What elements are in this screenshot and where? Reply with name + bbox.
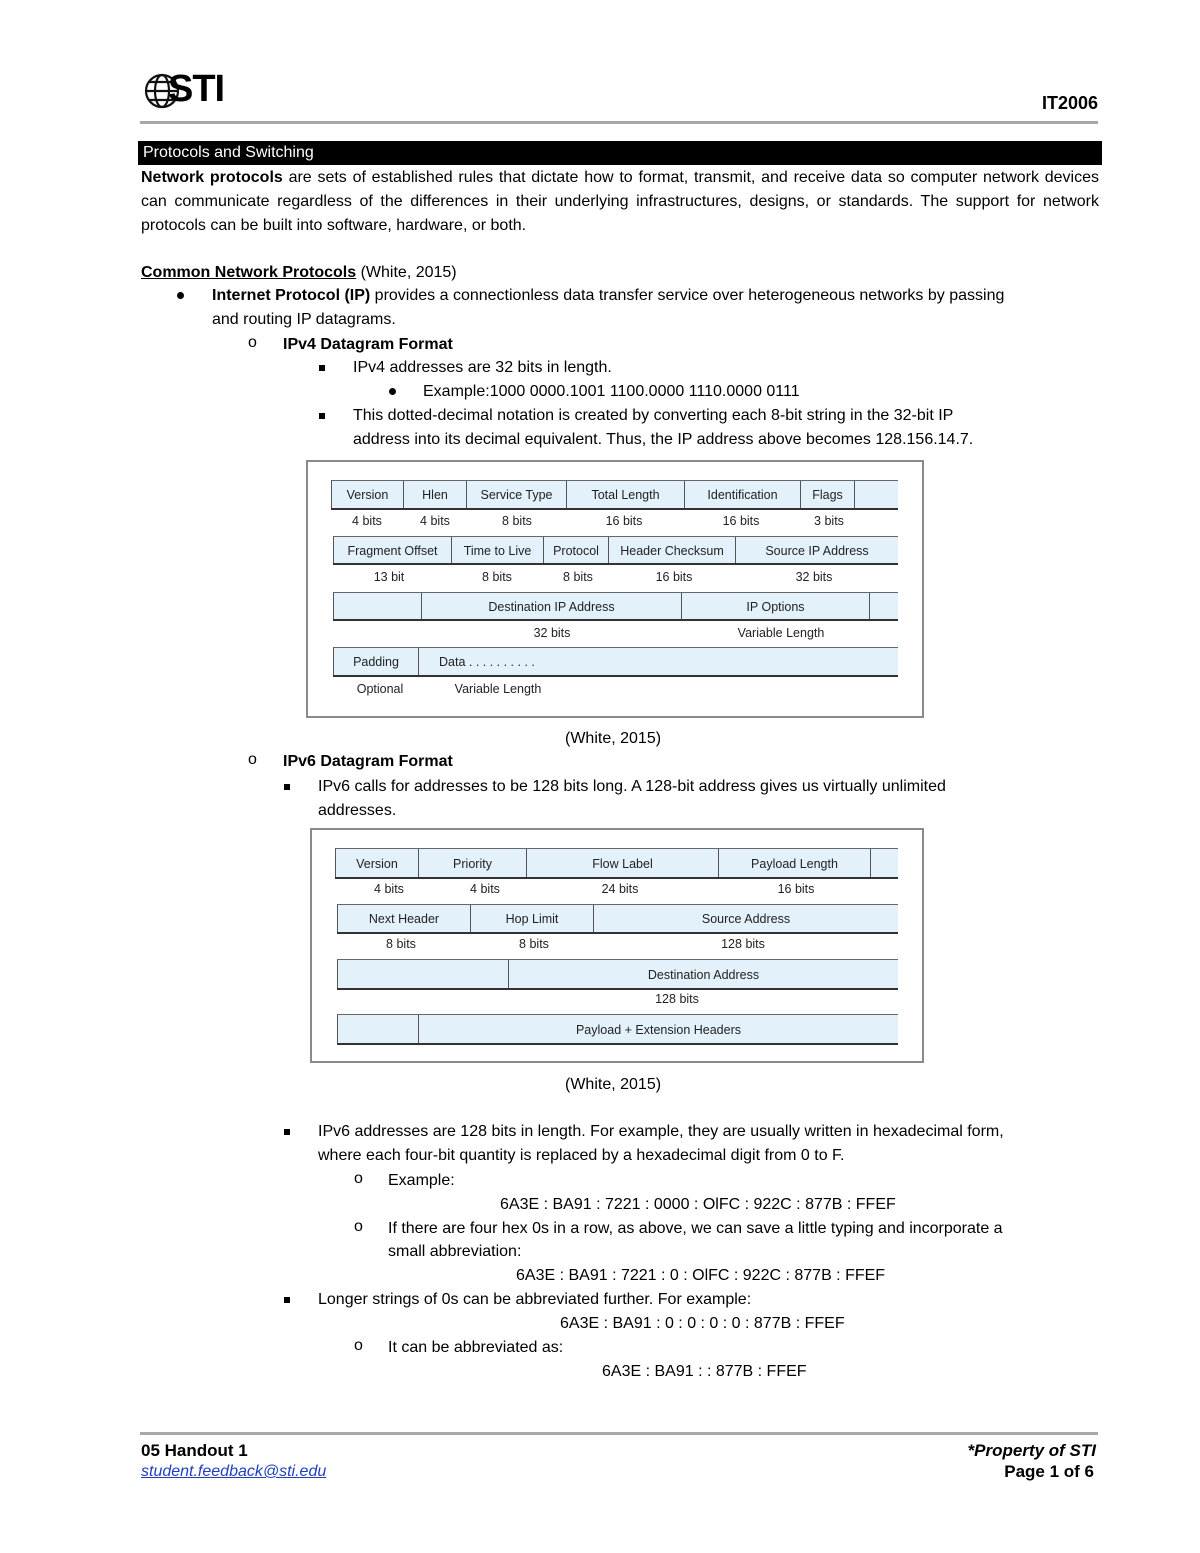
diagram-field-cell: Payload + Extension Headers xyxy=(418,1015,898,1044)
diagram-field-cell: Protocol xyxy=(543,537,608,564)
diagram-field-size: 16 bits xyxy=(605,514,643,528)
intro-paragraph xyxy=(141,166,1099,238)
footer-page-number: Page 1 of 6 xyxy=(1004,1462,1094,1481)
diagram-field-cell: Priority xyxy=(418,849,526,878)
diagram-field-cell: Source Address xyxy=(593,905,898,933)
ipv4-b1: IPv4 addresses are 32 bits in length. xyxy=(353,359,612,376)
diagram-field-cell: Payload Length xyxy=(718,849,870,878)
square-bullet-icon xyxy=(319,413,325,419)
diagram-field-size: 16 bits xyxy=(722,514,760,528)
ip-line2: and routing IP datagrams. xyxy=(212,311,396,328)
diagram-field-cell: Total Length xyxy=(566,481,684,509)
diagram-field-cell xyxy=(854,481,898,509)
diagram-field-cell xyxy=(870,849,898,878)
diagram-field-size: Variable Length xyxy=(454,682,542,696)
intro-text: are sets of established rules that dictate how to format, transmit, and receive data so computer network devices can communicate regardless of the differences in their underlying infrastructures, designs, or standards. The support for network protocols can be built into software, hardware, or both. xyxy=(141,169,1100,234)
diagram-field-cell xyxy=(337,960,508,989)
ipv6-ex-label: Example: xyxy=(388,1172,455,1189)
ip-term: Internet Protocol (IP) xyxy=(212,287,371,304)
ipv6-ex3: 6A3E : BA91 : 0 : 0 : 0 : 0 : 877B : FFEF xyxy=(560,1315,845,1332)
ipv6-b1-line1: IPv6 calls for addresses to be 128 bits long. A 128-bit address gives us virtually unlimited xyxy=(318,778,946,795)
diagram-field-size: 4 bits xyxy=(420,514,450,528)
diagram-row-bottom-border xyxy=(333,675,898,677)
diagram-field-cell xyxy=(869,593,898,620)
diagram-field-cell: Next Header xyxy=(337,905,470,933)
diagram-field-size: 16 bits xyxy=(777,882,815,896)
ip-text: provides a connectionless data transfer service over heterogeneous networks by passing xyxy=(370,287,1005,304)
diagram-field-cell: Flags xyxy=(800,481,854,509)
footer-divider xyxy=(140,1432,1098,1435)
square-bullet-icon xyxy=(319,365,325,371)
footer-handout: 05 Handout 1 xyxy=(141,1441,248,1460)
ipv4-title: IPv4 Datagram Format xyxy=(283,336,453,353)
diagram-field-size: 13 bit xyxy=(373,570,405,584)
footer-email-link[interactable]: student.feedback@sti.edu xyxy=(141,1463,327,1480)
square-bullet-icon xyxy=(284,1297,290,1303)
diagram-field-size: 128 bits xyxy=(655,992,699,1006)
diagram-field-size: 128 bits xyxy=(721,937,765,951)
diagram-field-cell: Time to Live xyxy=(451,537,543,564)
ipv6-b4: It can be abbreviated as: xyxy=(388,1339,564,1356)
diagram-field-size: Optional xyxy=(356,682,404,696)
section-heading xyxy=(141,262,457,284)
ip-line1 xyxy=(212,285,1004,307)
diagram-field-cell: Hop Limit xyxy=(470,905,593,933)
diagram-field-cell: Hlen xyxy=(403,481,466,509)
diagram-field-size: 4 bits xyxy=(374,882,404,896)
logo-text: STI xyxy=(168,68,225,110)
ipv6-caption: (White, 2015) xyxy=(565,1076,662,1093)
ipv6-b3: Longer strings of 0s can be abbreviated further. For example: xyxy=(318,1291,752,1308)
diagram-row-bottom-border xyxy=(337,1043,898,1045)
circle-bullet-icon: o xyxy=(354,1170,363,1187)
circle-bullet-icon: o xyxy=(248,751,257,768)
footer-property: *Property of STI xyxy=(967,1441,1096,1460)
diagram-field-size: 8 bits xyxy=(502,514,532,528)
diagram-field-cell: IP Options xyxy=(681,593,869,620)
circle-bullet-icon: o xyxy=(354,1218,363,1235)
diagram-field-size: 24 bits xyxy=(601,882,639,896)
ipv6-ex4: 6A3E : BA91 : : 877B : FFEF xyxy=(602,1363,807,1380)
ipv4-b2-line1: This dotted-decimal notation is created by converting each 8-bit string in the 32-bit IP xyxy=(353,407,954,424)
diagram-field-cell: Data . . . . . . . . . . xyxy=(418,648,898,676)
ipv6-ex2: 6A3E : BA91 : 7221 : 0 : OlFC : 922C : 877B : FFEF xyxy=(516,1267,886,1284)
square-bullet-icon xyxy=(284,1129,290,1135)
diagram-field-size: 32 bits xyxy=(795,570,833,584)
diagram-row-bottom-border xyxy=(337,932,898,934)
diagram-row-bottom-border xyxy=(333,619,898,621)
diagram-row-bottom-border xyxy=(335,877,898,879)
intro-term: Network protocols xyxy=(141,169,283,186)
diagram-field-size: 8 bits xyxy=(482,570,512,584)
diagram-field-size: 4 bits xyxy=(470,882,500,896)
ipv6-b1-line2: addresses. xyxy=(318,802,397,819)
heading-cite: (White, 2015) xyxy=(356,264,457,281)
ipv6-title: IPv6 Datagram Format xyxy=(283,753,453,770)
diagram-field-cell: Header Checksum xyxy=(608,537,735,564)
diagram-field-cell: Destination Address xyxy=(508,960,898,989)
diagram-field-cell: Version xyxy=(335,849,418,878)
diagram-field-size: 8 bits xyxy=(519,937,549,951)
diagram-field-size: Variable Length xyxy=(737,626,825,640)
diagram-field-size: 8 bits xyxy=(563,570,593,584)
diagram-field-cell: Identification xyxy=(684,481,800,509)
diagram-field-cell: Service Type xyxy=(466,481,566,509)
diagram-field-size: 3 bits xyxy=(814,514,844,528)
ipv4-b2-line2: address into its decimal equivalent. Thus, the IP address above becomes 128.156.14.7. xyxy=(353,431,974,448)
ipv4-caption: (White, 2015) xyxy=(565,730,662,747)
header-divider xyxy=(140,121,1098,124)
heading-title: Common Network Protocols xyxy=(141,264,357,281)
diagram-field-size: 32 bits xyxy=(533,626,571,640)
ipv6-b2-line2: where each four-bit quantity is replaced by a hexadecimal digit from 0 to F. xyxy=(318,1147,845,1164)
diagram-row-bottom-border xyxy=(331,508,898,510)
circle-bullet-icon: o xyxy=(248,334,257,351)
diagram-row-bottom-border xyxy=(337,988,898,990)
diagram-field-cell: Source IP Address xyxy=(735,537,898,564)
bullet-icon xyxy=(177,292,184,299)
diagram-field-size: 4 bits xyxy=(352,514,382,528)
bullet-icon xyxy=(389,388,396,395)
ipv6-b2-line1: IPv6 addresses are 128 bits in length. For example, they are usually written in hexadecimal form, xyxy=(318,1123,1004,1140)
diagram-field-cell: Version xyxy=(331,481,403,509)
course-code: IT2006 xyxy=(1042,93,1099,113)
diagram-field-size: 16 bits xyxy=(655,570,693,584)
diagram-field-cell: Padding xyxy=(333,648,418,676)
diagram-field-cell: Flow Label xyxy=(526,849,718,878)
ipv6-ex1: 6A3E : BA91 : 7221 : 0000 : OlFC : 922C : 877B : FFEF xyxy=(500,1196,896,1213)
square-bullet-icon xyxy=(284,784,290,790)
circle-bullet-icon: o xyxy=(354,1337,363,1354)
ipv4-example: Example:1000 0000.1001 1100.0000 1110.0000 0111 xyxy=(423,383,800,400)
section-title: Protocols and Switching xyxy=(143,144,314,161)
diagram-field-cell xyxy=(333,593,421,620)
diagram-field-cell: Fragment Offset xyxy=(333,537,451,564)
diagram-field-cell xyxy=(337,1015,418,1044)
ipv6-abbr-line2: small abbreviation: xyxy=(388,1243,522,1260)
ipv6-abbr-line1: If there are four hex 0s in a row, as above, we can save a little typing and incorporate a xyxy=(388,1220,1003,1237)
diagram-field-cell: Destination IP Address xyxy=(421,593,681,620)
diagram-row-bottom-border xyxy=(333,563,898,565)
diagram-field-size: 8 bits xyxy=(386,937,416,951)
